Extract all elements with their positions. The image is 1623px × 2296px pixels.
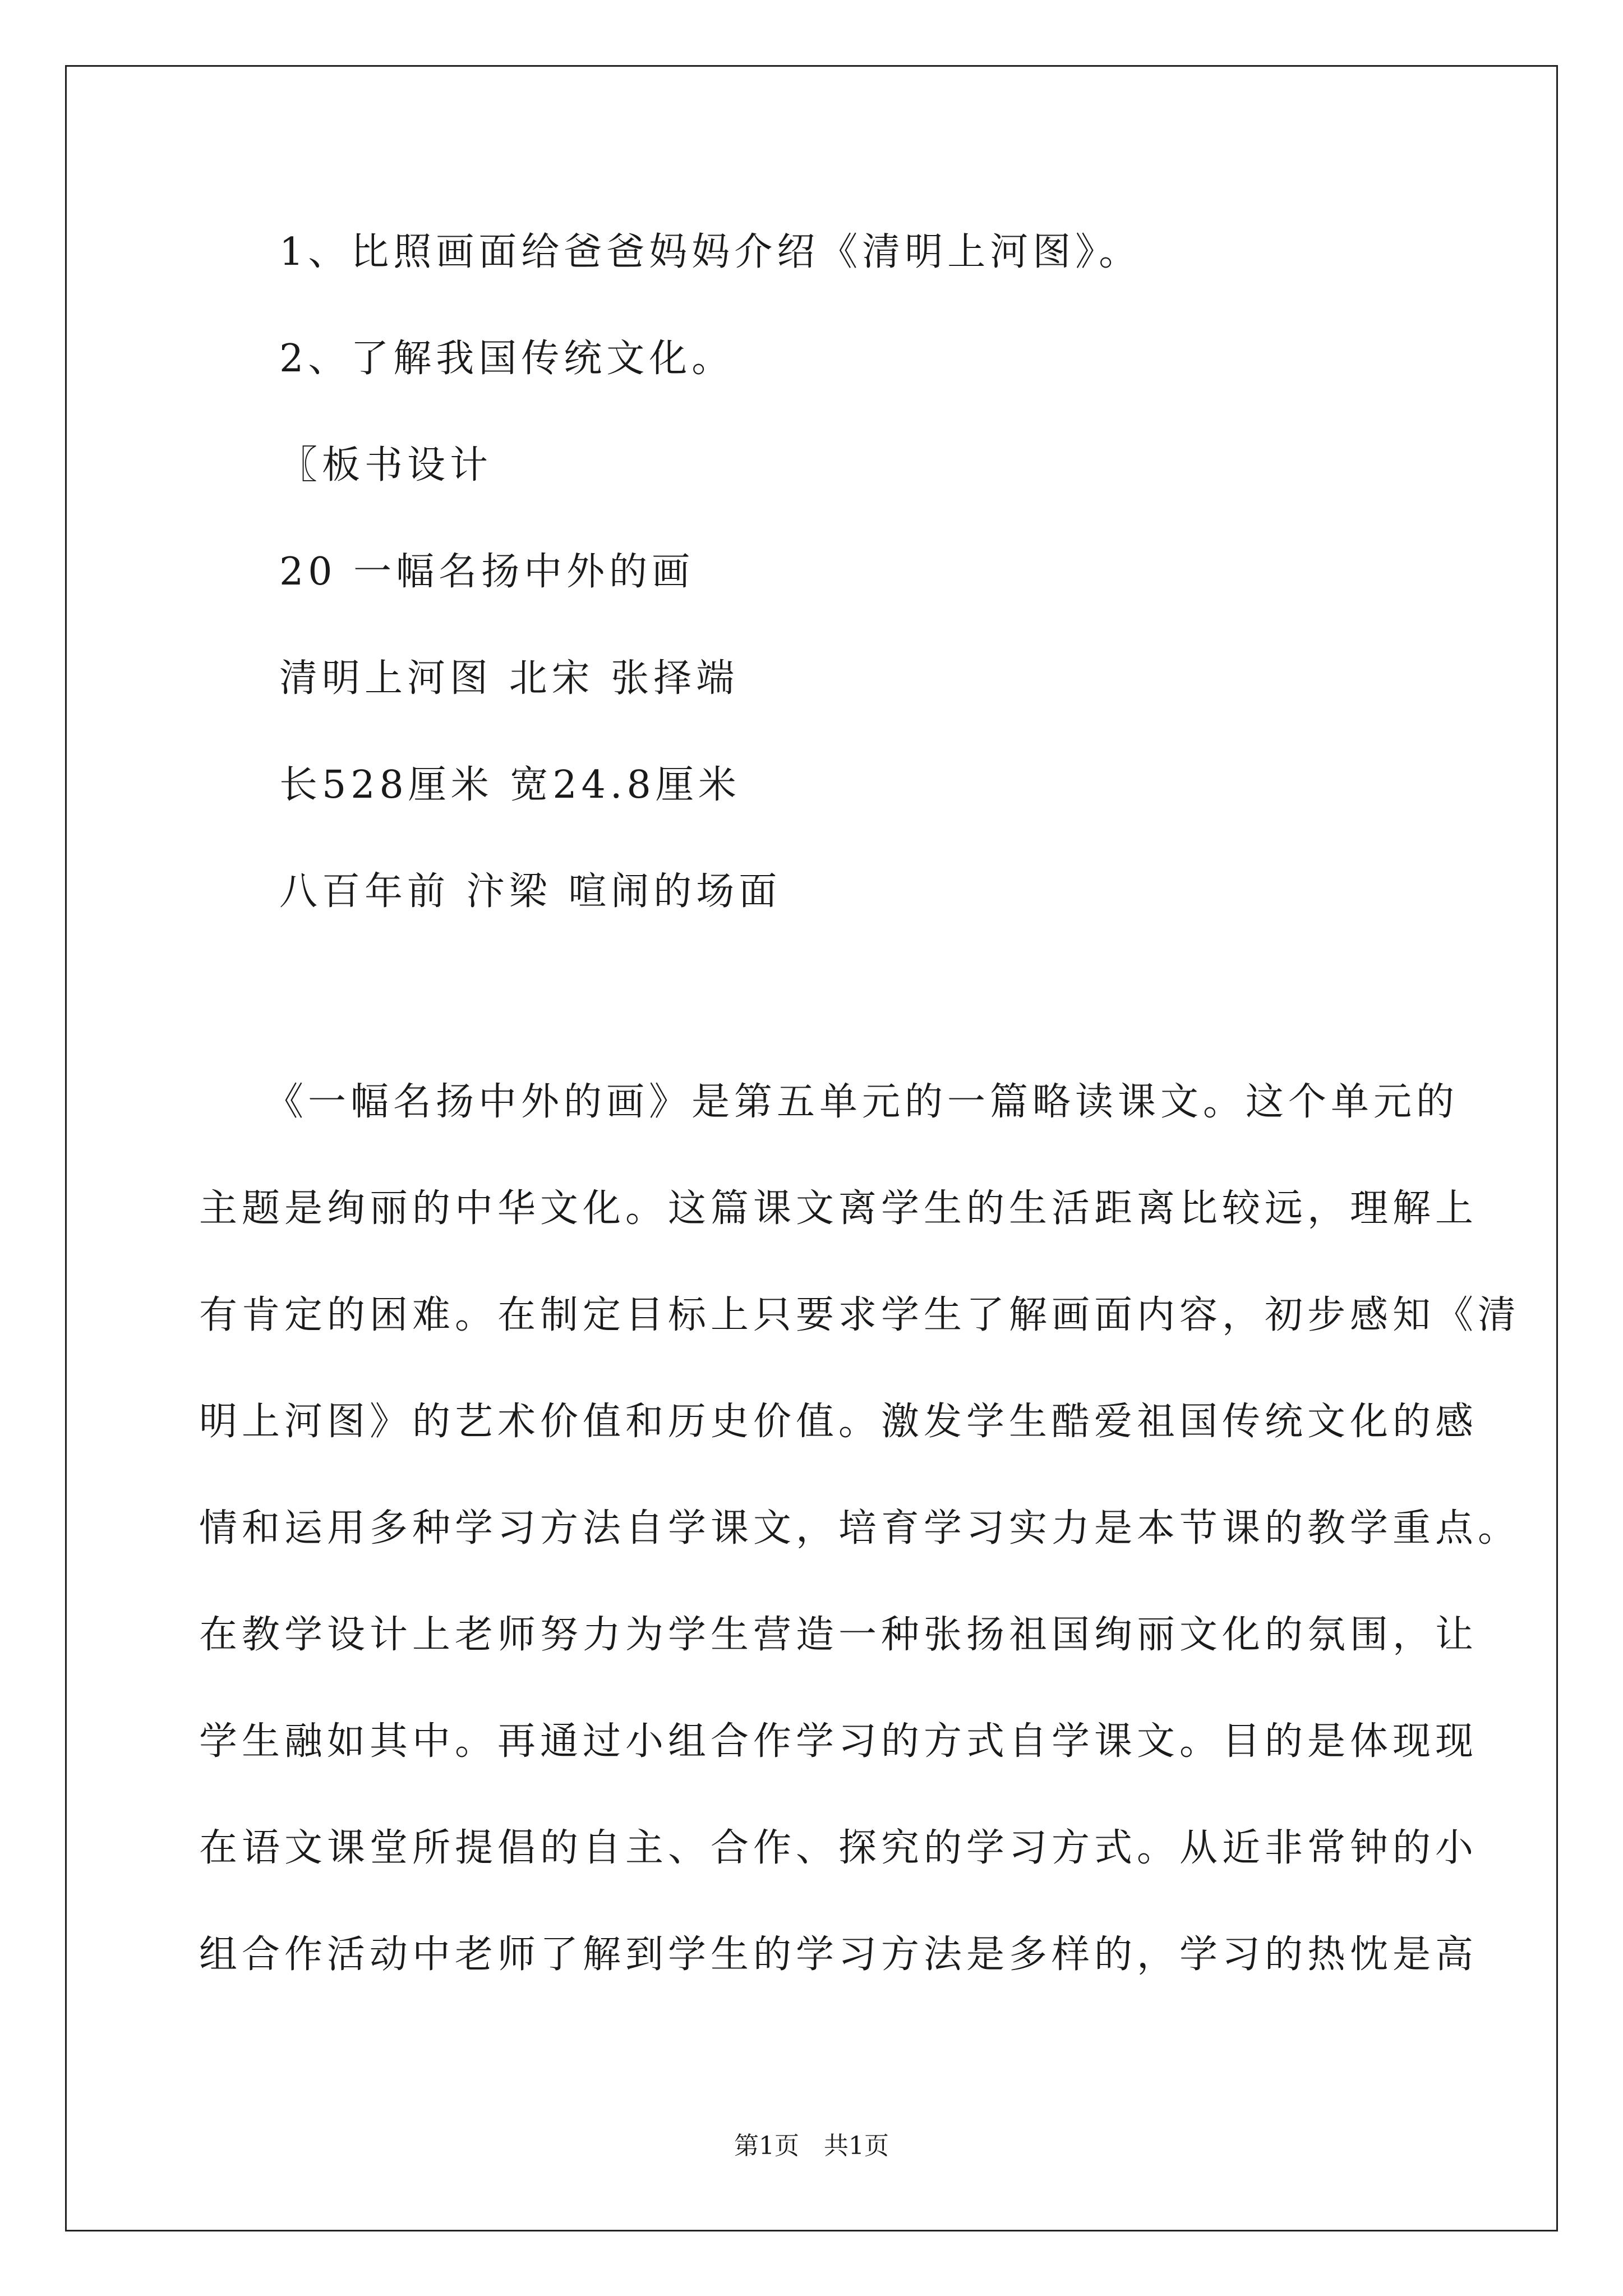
paragraph-line-1: 《一幅名扬中外的画》是第五单元的一篇略读课文。这个单元的	[199, 1080, 1459, 1124]
board-line-scene: 八百年前 汴梁 喧闹的场面	[279, 869, 782, 914]
paragraph-line-8: 在语文课堂所提倡的自主、合作、探究的学习方式。从近非常钟的小	[199, 1826, 1478, 1870]
board-line-size: 长528厘米 宽24.8厘米	[279, 763, 741, 807]
paragraph-line-7: 学生融如其中。再通过小组合作学习的方式自学课文。目的是体现现	[199, 1719, 1478, 1764]
page-frame	[65, 65, 1558, 2231]
paragraph-line-6: 在教学设计上老师努力为学生营造一种张扬祖国绚丽文化的氛围，让	[199, 1613, 1478, 1657]
paragraph-line-5: 情和运用多种学习方法自学课文，培育学习实力是本节课的教学重点。	[199, 1506, 1521, 1550]
board-line-painting: 清明上河图 北宋 张择端	[279, 656, 739, 701]
list-item-1: 1、比照画面给爸爸妈妈介绍《清明上河图》。	[279, 230, 1142, 274]
paragraph-line-2: 主题是绚丽的中华文化。这篇课文离学生的生活距离比较远，理解上	[199, 1186, 1478, 1231]
board-title: 20 一幅名扬中外的画	[279, 550, 695, 594]
paragraph-line-4: 明上河图》的艺术价值和历史价值。激发学生酷爱祖国传统文化的感	[199, 1400, 1478, 1444]
section-heading: 〖板书设计	[279, 443, 493, 487]
page-footer: 第1页 共1页	[734, 2132, 889, 2160]
paragraph-line-9: 组合作活动中老师了解到学生的学习方法是多样的，学习的热忱是高	[199, 1932, 1478, 1977]
paragraph-line-3: 有肯定的困难。在制定目标上只要求学生了解画面内容，初步感知《清	[199, 1293, 1521, 1337]
list-item-2: 2、了解我国传统文化。	[279, 337, 735, 381]
